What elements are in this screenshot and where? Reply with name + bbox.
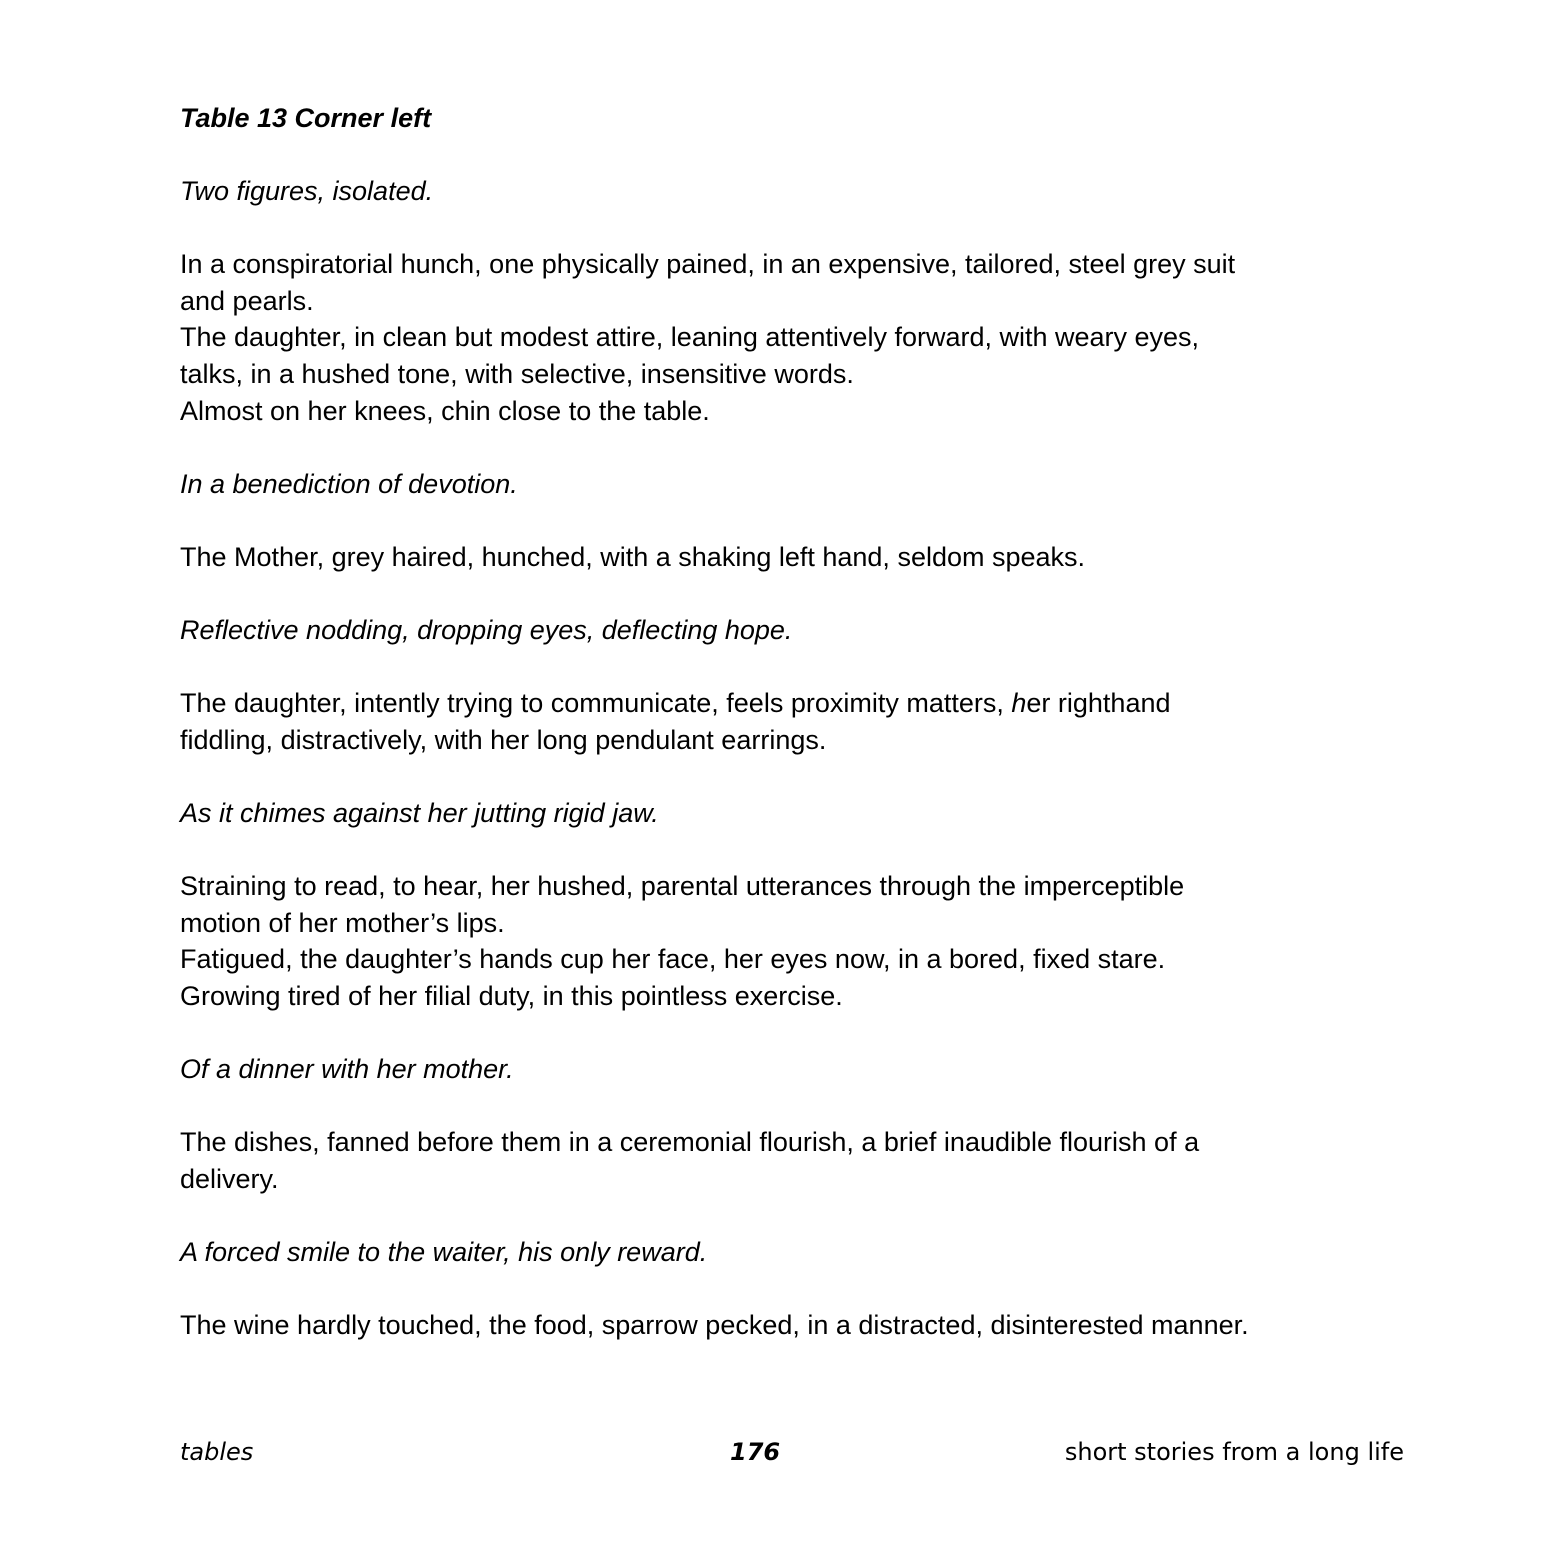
text-fragment: er righthand xyxy=(1026,688,1171,719)
italic-paragraph xyxy=(180,466,1410,503)
text-line: The Mother, grey haired, hunched, with a shaking left hand, seldom speaks. xyxy=(180,541,1086,572)
italic-fragment: h xyxy=(1011,688,1027,719)
text-line: delivery. xyxy=(180,1164,279,1195)
text-line: Straining to read, to hear, her hushed, parental utterances through the imperceptible xyxy=(180,871,1185,902)
paragraph xyxy=(180,868,1410,1014)
paragraph xyxy=(180,246,1410,429)
text-line: Of a dinner with her mother. xyxy=(180,1054,514,1085)
text-line: The wine hardly touched, the food, sparrow pecked, in a distracted, disinterested manner. xyxy=(180,1310,1249,1341)
text-line: talks, in a hushed tone, with selective, insensitive words. xyxy=(180,358,854,389)
italic-paragraph xyxy=(180,612,1410,649)
paragraph xyxy=(180,539,1410,576)
page-content xyxy=(180,100,1410,1381)
footer-book-section: tables xyxy=(180,1438,254,1466)
text-line: Two figures, isolated. xyxy=(180,176,434,206)
text-line: Growing tired of her filial duty, in this pointless exercise. xyxy=(180,981,843,1012)
italic-paragraph xyxy=(180,173,1410,210)
text-line: Almost on her knees, chin close to the table. xyxy=(180,395,710,426)
paragraph xyxy=(180,1124,1410,1197)
paragraph xyxy=(180,685,1410,758)
text-line: The daughter, in clean but modest attire, leaning attentively forward, with weary eyes, xyxy=(180,322,1200,353)
text-line xyxy=(180,685,1410,722)
text-line: The dishes, fanned before them in a ceremonial flourish, a brief inaudible flourish of a xyxy=(180,1127,1200,1158)
text-line: motion of her mother’s lips. xyxy=(180,907,505,938)
story-body xyxy=(180,173,1410,1344)
italic-paragraph xyxy=(180,1051,1410,1088)
text-line: In a conspiratorial hunch, one physically pained, in an expensive, tailored, steel grey suit xyxy=(180,249,1236,280)
footer-book-title: short stories from a long life xyxy=(1064,1438,1404,1466)
text-line: and pearls. xyxy=(180,285,314,316)
text-fragment: The daughter, intently trying to communicate, feels proximity matters, xyxy=(180,688,1012,719)
text-line: In a benediction of devotion. xyxy=(180,468,518,499)
text-line: A forced smile to the waiter, his only reward. xyxy=(180,1237,708,1268)
italic-paragraph xyxy=(180,795,1410,832)
page-title: Table 13 Corner left xyxy=(180,103,432,133)
text-line: fiddling, distractively, with her long pendulant earrings. xyxy=(180,724,827,755)
page-number: 176 xyxy=(730,1438,781,1466)
paragraph xyxy=(180,1307,1410,1344)
italic-paragraph xyxy=(180,1234,1410,1271)
text-line: As it chimes against her jutting rigid jaw. xyxy=(180,798,659,829)
text-line: Fatigued, the daughter’s hands cup her face, her eyes now, in a bored, fixed stare. xyxy=(180,944,1166,975)
text-line: Reflective nodding, dropping eyes, deflecting hope. xyxy=(180,615,793,646)
page-footer xyxy=(0,1434,1557,1470)
